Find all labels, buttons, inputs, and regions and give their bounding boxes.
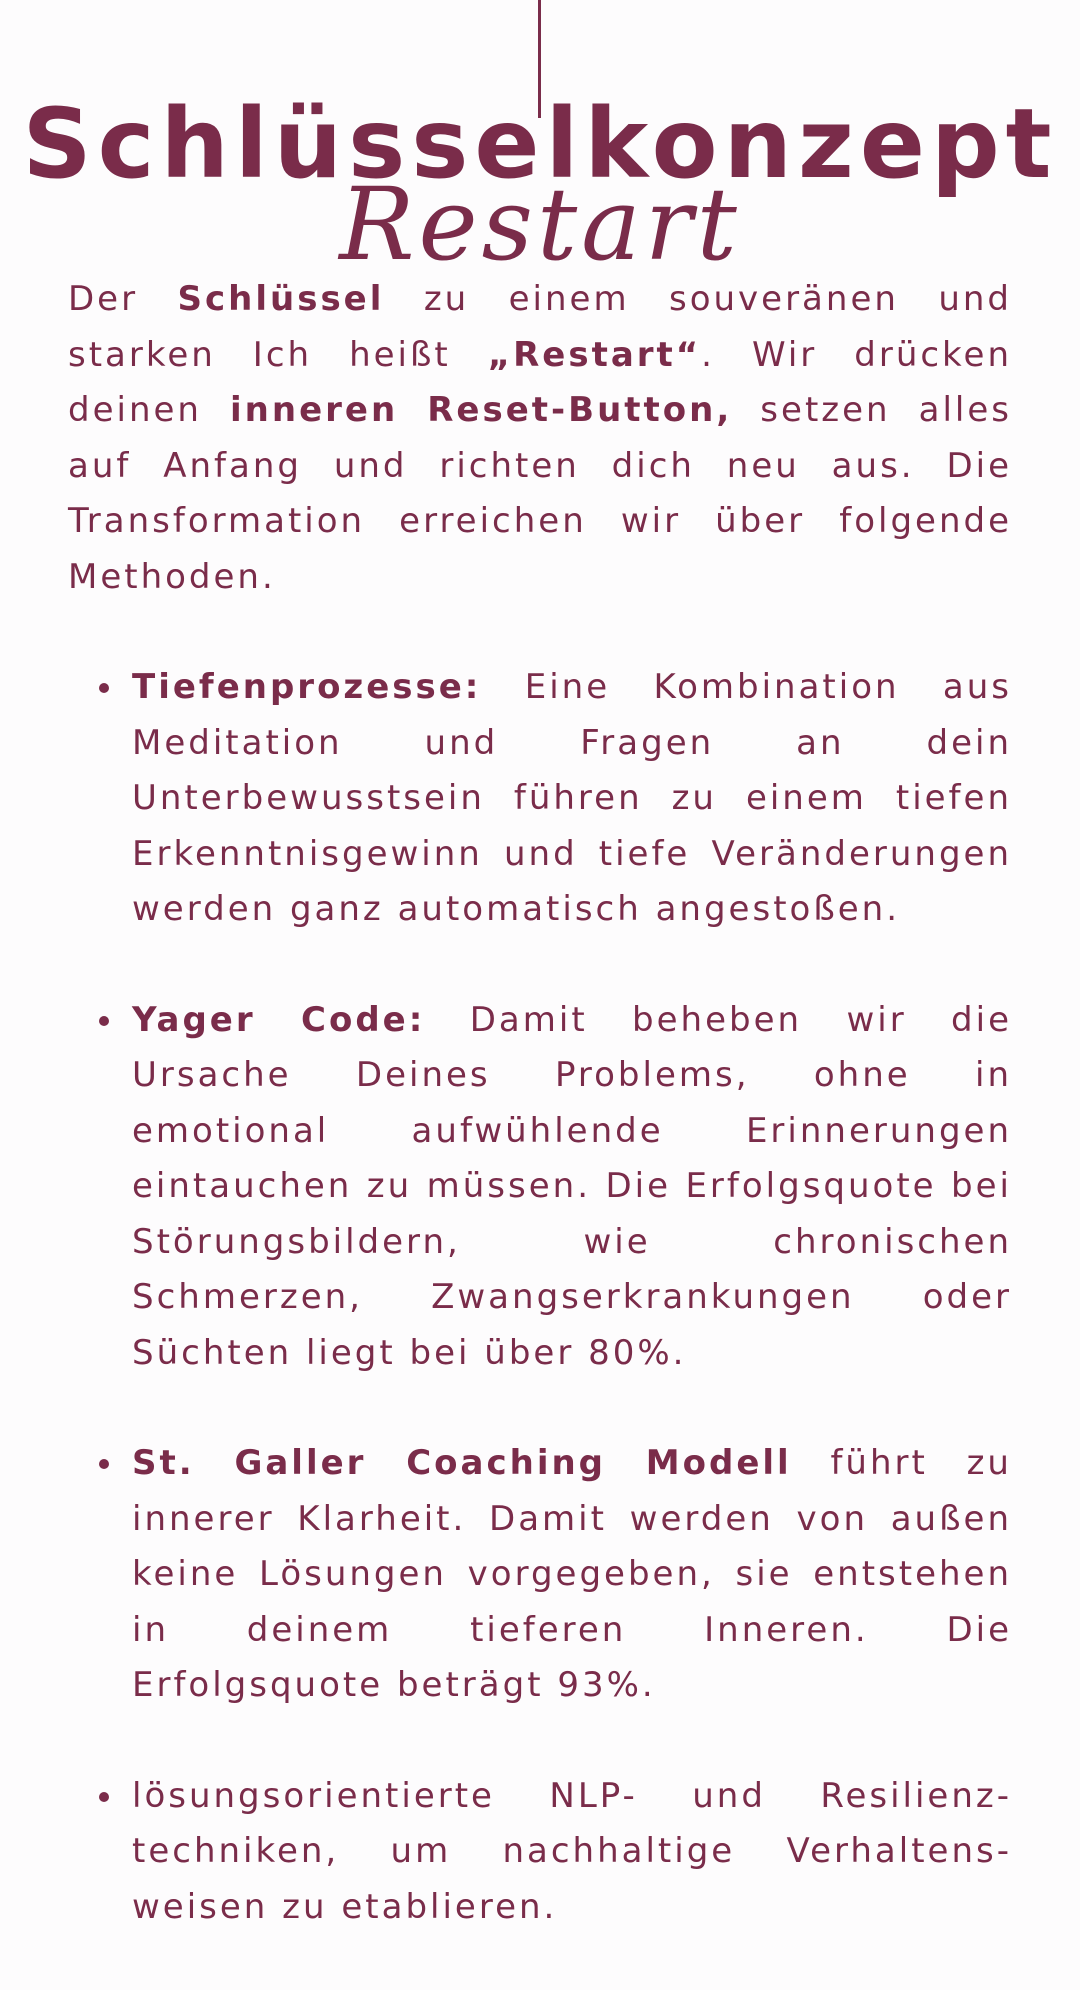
method-bold-label: Tiefenprozesse: xyxy=(132,667,482,707)
methods-list xyxy=(68,660,1012,1935)
bullet-icon xyxy=(99,1016,109,1026)
intro-paragraph xyxy=(68,272,1012,605)
intro-text: . Wir drücken deinen xyxy=(68,334,1013,430)
intro-text: setzen alles auf Anfang und richten dich neu aus. Die Transformation erreichen wir über folgende Methoden. xyxy=(68,390,1012,597)
method-bold-label: Yager Code: xyxy=(132,999,426,1040)
method-text: führt zu innerer Klarheit. Damit werden von außen keine Lösungen vorgegeben, sie entstehen in deinem tieferen Inneren. Die Erfolgsquote beträgt 93%. xyxy=(132,1443,1012,1705)
method-text: Damit beheben wir die Ursache Deines Problems, ohne in emotional aufwühlende Erinnerungen eintauchen zu müssen. Die Erfolgsquote bei Störungsbildern, wie chronischen Schmerzen, Zwangserkrankungen oder Süchten liegt bei über 80%. xyxy=(132,999,1013,1373)
page-title: Schlüsselkonzept xyxy=(22,88,1058,200)
method-item xyxy=(68,660,1012,938)
method-text: lösungsorientierte NLP- und Resilienz-techniken, um nachhaltige Verhaltens-weisen zu etablieren. xyxy=(132,1775,1012,1927)
intro-bold-text: Schlüssel xyxy=(177,279,385,319)
method-item xyxy=(68,1436,1012,1714)
intro-text: Der xyxy=(68,279,178,319)
intro-bold-text: inneren Reset-Button, xyxy=(230,390,733,430)
bullet-icon xyxy=(99,683,109,693)
intro-text: zu einem souveränen und starken Ich heißt xyxy=(68,279,1012,375)
bullet-icon xyxy=(99,1459,109,1469)
script-subtitle: Restart xyxy=(339,166,741,283)
intro-bold-text: „Restart“ xyxy=(487,334,702,375)
method-item xyxy=(68,993,1012,1382)
method-text: Eine Kombination aus Meditation und Fragen an dein Unterbewusstsein führen zu einem tiefen Erkenntnisgewinn und tiefe Veränderungen werden ganz automatisch angestoßen. xyxy=(132,667,1012,929)
content-body xyxy=(68,272,1012,1990)
method-bold-label: St. Galler Coaching Modell xyxy=(132,1443,792,1483)
method-item xyxy=(68,1769,1012,1936)
bullet-icon xyxy=(99,1792,109,1802)
